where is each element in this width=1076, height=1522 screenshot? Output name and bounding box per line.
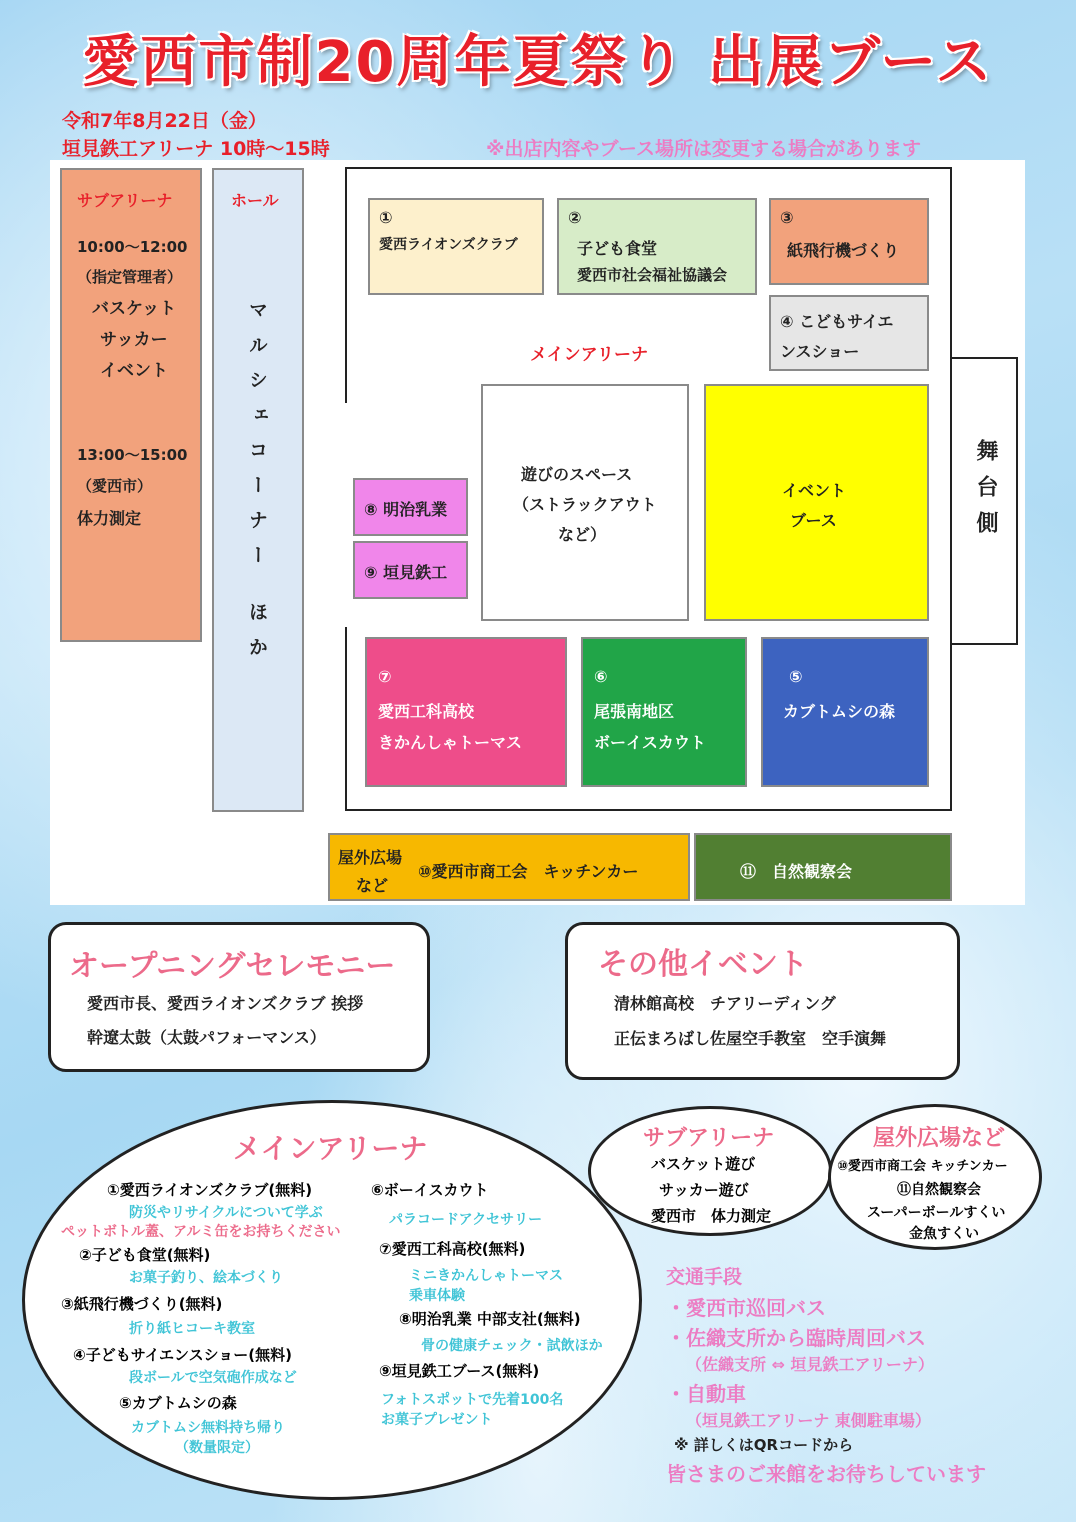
- event-booth: [704, 384, 929, 621]
- event-venue: 垣見鉄工アリーナ 10時～15時: [62, 138, 330, 160]
- outdoor-list-line-1: ⑩愛西市商工会 キッチンカー: [837, 1159, 1008, 1174]
- sub-arena-event: イベント: [100, 361, 168, 381]
- booth-8: [353, 478, 468, 536]
- sub-arena-time-2: 13:00～15:00: [77, 446, 188, 464]
- play-space-line1: 遊びのスペース: [521, 465, 633, 484]
- stage-side-label: 舞台側: [973, 439, 998, 547]
- booth-5: [761, 637, 929, 787]
- main-list-title: メインアリーナ: [233, 1132, 428, 1165]
- booth-5-name: カブトムシの森: [783, 702, 896, 721]
- booth-10-label: ⑩愛西市商工会 キッチンカー: [418, 862, 639, 881]
- sub-list-line-1: バスケット遊び: [651, 1155, 756, 1173]
- page-title: 愛西市制20周年夏祭り 出展ブース: [82, 30, 994, 95]
- booth-2: [557, 198, 757, 295]
- booth-6-line1: 尾張南地区: [594, 702, 675, 721]
- main-item-4: ④子どもサイエンスショー(無料): [73, 1346, 293, 1364]
- sub-arena-details: [588, 1106, 832, 1236]
- booth-2-number: ②: [568, 208, 582, 227]
- transport-line-6: ※ 詳しくはQRコードから: [674, 1436, 854, 1454]
- play-space-line2: （ストラックアウト: [513, 495, 657, 514]
- booth-8-label: ⑧ 明治乳業: [364, 500, 448, 519]
- sub-arena-basket: バスケット: [92, 299, 177, 319]
- booth-6: [581, 637, 747, 787]
- main-item-5: ⑤カブトムシの森: [119, 1394, 237, 1412]
- marche-corner-label: マルシェコーナー: [246, 300, 268, 580]
- floor-map: [50, 160, 1025, 905]
- opening-ceremony-box: [48, 922, 430, 1072]
- opening-line-1: 愛西市長、愛西ライオンズクラブ 挨拶: [87, 994, 364, 1013]
- booth-3: [769, 198, 929, 285]
- event-booth-line1: イベント: [782, 481, 847, 500]
- sub-arena-org-2: （愛西市）: [77, 477, 153, 495]
- sub-arena-org-1: （指定管理者）: [77, 268, 183, 286]
- outdoor-list-line-3: スーパーボールすくい: [867, 1205, 1006, 1221]
- closing-message: 皆さまのご来館をお待ちしています: [666, 1462, 986, 1486]
- other-events-title: その他イベント: [598, 947, 808, 982]
- main-item-9-desc-a: フォトスポットで先着100名: [381, 1392, 564, 1408]
- outdoor-label-1: 屋外広場: [338, 848, 403, 867]
- booth-1-number: ①: [379, 208, 393, 227]
- sub-arena-soccer: サッカー: [100, 330, 168, 350]
- main-item-1-desc-a: 防災やリサイクルについて学ぶ: [129, 1205, 323, 1221]
- main-arena-label: メインアリーナ: [530, 345, 648, 365]
- other-events-box: [565, 922, 960, 1080]
- sub-list-line-3: 愛西市 体力測定: [651, 1207, 772, 1225]
- main-arena-wall-bottom: [345, 627, 347, 811]
- opening-title: オープニングセレモニー: [69, 949, 396, 984]
- outdoor-details: [828, 1104, 1042, 1250]
- outdoor-list-line-4: 金魚すくい: [909, 1226, 979, 1242]
- transport-line-2: ・佐織支所から臨時周回バス: [666, 1326, 926, 1350]
- main-item-8-desc: 骨の健康チェック・試飲ほか: [421, 1338, 603, 1354]
- outdoor-label-2: など: [356, 876, 389, 895]
- transport-line-4: ・自動車: [666, 1382, 746, 1406]
- main-item-8: ⑧明治乳業 中部支社(無料): [399, 1310, 581, 1328]
- booth-7-number: ⑦: [378, 667, 392, 686]
- booth-1: [368, 198, 544, 295]
- hall-etc-label: ほか: [246, 602, 268, 672]
- booth-5-number: ⑤: [789, 667, 803, 686]
- main-item-2-desc: お菓子釣り、絵本づくり: [129, 1270, 283, 1286]
- outdoor-list-line-2: ⑪自然観察会: [897, 1182, 981, 1198]
- main-item-3: ③紙飛行機づくり(無料): [61, 1295, 223, 1313]
- other-events-line-1: 清林館高校 チアリーディング: [614, 994, 836, 1013]
- main-arena-wall-top: [345, 167, 347, 403]
- booth-3-number: ③: [780, 208, 794, 227]
- booth-11: [694, 833, 952, 901]
- booth-2-line1: 子ども食堂: [577, 239, 658, 258]
- main-item-7: ⑦愛西工科高校(無料): [379, 1240, 526, 1258]
- hall-area: [212, 168, 304, 812]
- main-arena-details: [22, 1100, 642, 1500]
- booth-6-number: ⑥: [594, 667, 608, 686]
- main-item-5-desc-a: カブトムシ無料持ち帰り: [131, 1420, 285, 1436]
- sub-arena-fitness: 体力測定: [77, 509, 142, 528]
- transport-line-5: （垣見鉄工アリーナ 東側駐車場）: [686, 1411, 931, 1430]
- main-item-7-desc-a: ミニきかんしゃトーマス: [409, 1268, 563, 1284]
- event-booth-line2: ブース: [790, 511, 837, 530]
- other-events-line-2: 正伝まろばし佐屋空手教室 空手演舞: [614, 1029, 887, 1048]
- change-notice: ※出店内容やブース場所は変更する場合があります: [486, 138, 921, 160]
- sub-arena-time-1: 10:00～12:00: [77, 238, 188, 256]
- transport-line-3: （佐織支所 ⇔ 垣見鉄工アリーナ）: [686, 1355, 934, 1374]
- main-item-7-desc-b: 乗車体験: [409, 1288, 465, 1304]
- booth-7-line2: きかんしゃトーマス: [378, 733, 523, 752]
- sub-arena-label: サブアリーナ: [77, 191, 173, 210]
- main-item-9: ⑨垣見鉄工ブース(無料): [379, 1362, 540, 1380]
- opening-line-2: 幹遼太鼓（太鼓パフォーマンス）: [87, 1028, 326, 1047]
- main-item-6: ⑥ボーイスカウト: [371, 1181, 489, 1199]
- sub-list-line-2: サッカー遊び: [659, 1181, 749, 1199]
- booth-7-line1: 愛西工科高校: [378, 702, 475, 721]
- main-item-2: ②子ども食堂(無料): [79, 1246, 211, 1264]
- booth-4: [769, 295, 929, 371]
- booth-3-name: 紙飛行機づくり: [787, 241, 900, 260]
- booth-6-line2: ボーイスカウト: [594, 733, 706, 752]
- hall-label: ホール: [231, 191, 279, 210]
- play-space: [481, 384, 689, 621]
- booth-9-label: ⑨ 垣見鉄工: [364, 563, 448, 582]
- booth-11-label: ⑪ 自然観察会: [740, 862, 853, 881]
- sub-arena-area: [60, 168, 202, 642]
- play-space-line3: など）: [558, 525, 607, 544]
- main-item-4-desc: 段ボールで空気砲作成など: [129, 1370, 297, 1386]
- main-item-9-desc-b: お菓子プレゼント: [381, 1412, 493, 1428]
- stage-side: [950, 357, 1018, 645]
- main-item-5-desc-b: （数量限定）: [175, 1440, 259, 1456]
- main-item-3-desc: 折り紙ヒコーキ教室: [129, 1321, 255, 1337]
- booth-4-line2: ンスショー: [780, 342, 860, 361]
- sub-list-title: サブアリーナ: [643, 1126, 775, 1151]
- booth-2-line2: 愛西市社会福祉協議会: [577, 266, 728, 284]
- main-item-1-desc-b: ペットボトル蓋、アルミ缶をお持ちください: [61, 1224, 341, 1240]
- booth-7: [365, 637, 567, 787]
- booth-4-line1: ④ こどもサイエ: [780, 312, 894, 331]
- event-date: 令和7年8月22日（金）: [62, 110, 267, 132]
- booth-1-name: 愛西ライオンズクラブ: [379, 237, 518, 253]
- main-item-6-desc: パラコードアクセサリー: [389, 1212, 543, 1228]
- outdoor-list-title: 屋外広場など: [873, 1126, 1006, 1151]
- transport-section: [664, 1262, 1064, 1492]
- booth-9: [353, 541, 468, 599]
- transport-line-1: ・愛西市巡回バス: [666, 1296, 826, 1320]
- booth-10: [328, 833, 690, 901]
- main-item-1: ①愛西ライオンズクラブ(無料): [107, 1181, 313, 1199]
- transport-title: 交通手段: [666, 1266, 743, 1288]
